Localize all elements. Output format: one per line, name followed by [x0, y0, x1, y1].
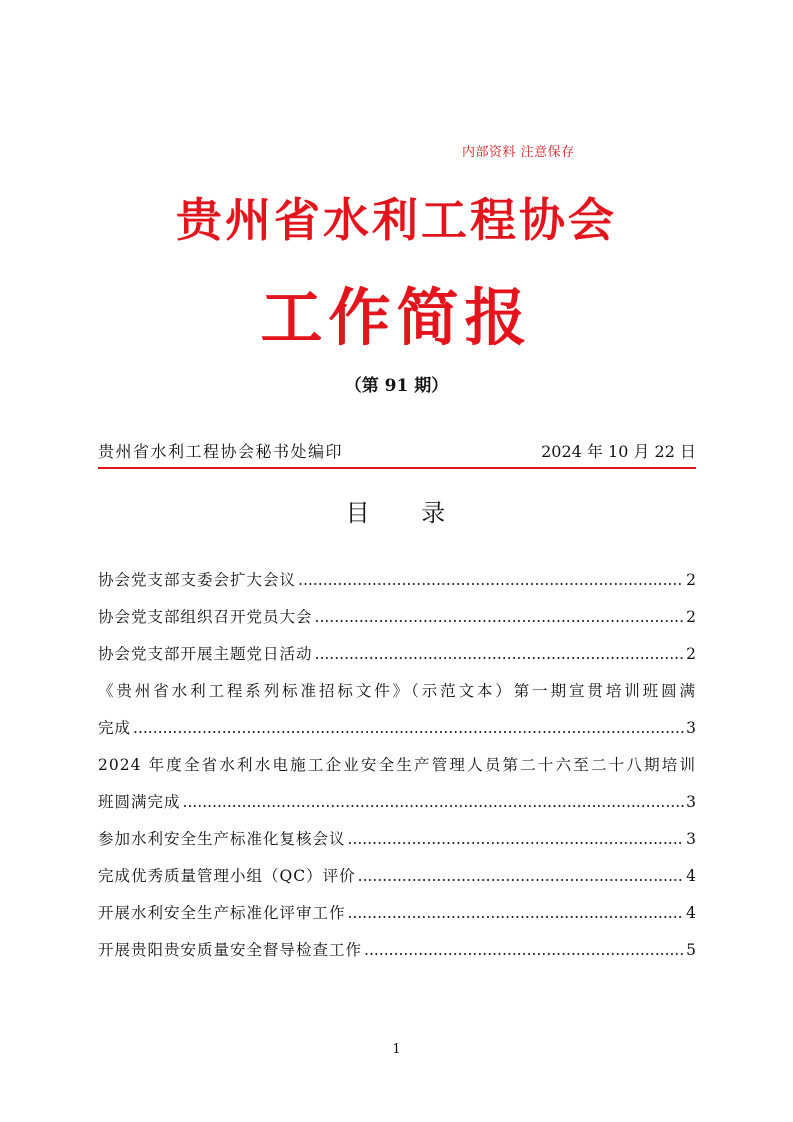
toc-entry-page: 2 [686, 571, 696, 589]
table-of-contents [98, 562, 696, 969]
page-number: 1 [392, 1042, 401, 1057]
internal-material-tag: 内部资料 注意保存 [462, 145, 575, 160]
toc-entry-page: 3 [686, 719, 696, 737]
toc-entry-title: 开展贵阳贵安质量安全督导检查工作 [98, 941, 363, 959]
toc-entry-page: 5 [686, 941, 696, 959]
issue-number: （第 91 期） [344, 376, 449, 396]
toc-leader-dots [348, 821, 685, 858]
toc-entry-continuation[interactable] [98, 784, 696, 821]
toc-leader-dots [364, 932, 684, 969]
toc-entry-title-line1: 2024 年度全省水利水电施工企业安全生产管理人员第二十六至二十八期培训 [98, 756, 696, 774]
toc-entry[interactable] [98, 599, 696, 636]
toc-leader-dots [358, 858, 685, 895]
toc-entry[interactable] [98, 821, 696, 858]
toc-entry-page: 4 [686, 867, 696, 885]
toc-entry-first-line[interactable] [98, 673, 696, 710]
toc-entry-title: 协会党支部支委会扩大会议 [98, 571, 297, 589]
toc-entry-page: 3 [686, 793, 696, 811]
toc-entry[interactable] [98, 932, 696, 969]
publisher: 贵州省水利工程协会秘书处编印 [98, 442, 344, 461]
toc-entry-title: 协会党支部开展主题党日活动 [98, 645, 313, 663]
toc-leader-dots [133, 710, 684, 747]
toc-entry-title-line2: 班圆满完成 [98, 793, 181, 811]
organization-title: 贵州省水利工程协会 [176, 193, 617, 247]
toc-entry-title: 完成优秀质量管理小组（QC）评价 [98, 867, 356, 885]
toc-entry[interactable] [98, 562, 696, 599]
toc-leader-dots [348, 895, 685, 932]
toc-entry-page: 2 [686, 645, 696, 663]
toc-entry-title-line1: 《贵州省水利工程系列标准招标文件》（示范文本）第一期宣贯培训班圆满 [98, 682, 696, 700]
toc-entry-page: 2 [686, 608, 696, 626]
toc-entry-title: 开展水利安全生产标准化评审工作 [98, 904, 346, 922]
red-divider [98, 467, 696, 469]
toc-leader-dots [315, 636, 685, 673]
toc-leader-dots [298, 562, 684, 599]
toc-entry[interactable] [98, 858, 696, 895]
toc-entry-continuation[interactable] [98, 710, 696, 747]
toc-entry-first-line[interactable] [98, 747, 696, 784]
brief-title: 工作简报 [260, 281, 533, 354]
toc-entry-title-line2: 完成 [98, 719, 132, 737]
toc-heading: 目 录 [345, 499, 448, 527]
publisher-row [98, 440, 696, 466]
toc-entry-page: 4 [686, 904, 696, 922]
toc-entry-title: 参加水利安全生产标准化复核会议 [98, 830, 346, 848]
toc-entry[interactable] [98, 895, 696, 932]
toc-leader-dots [315, 599, 685, 636]
toc-entry[interactable] [98, 636, 696, 673]
publish-date: 2024 年 10 月 22 日 [541, 442, 696, 461]
toc-entry-page: 3 [686, 830, 696, 848]
toc-entry-title: 协会党支部组织召开党员大会 [98, 608, 313, 626]
toc-leader-dots [183, 784, 685, 821]
